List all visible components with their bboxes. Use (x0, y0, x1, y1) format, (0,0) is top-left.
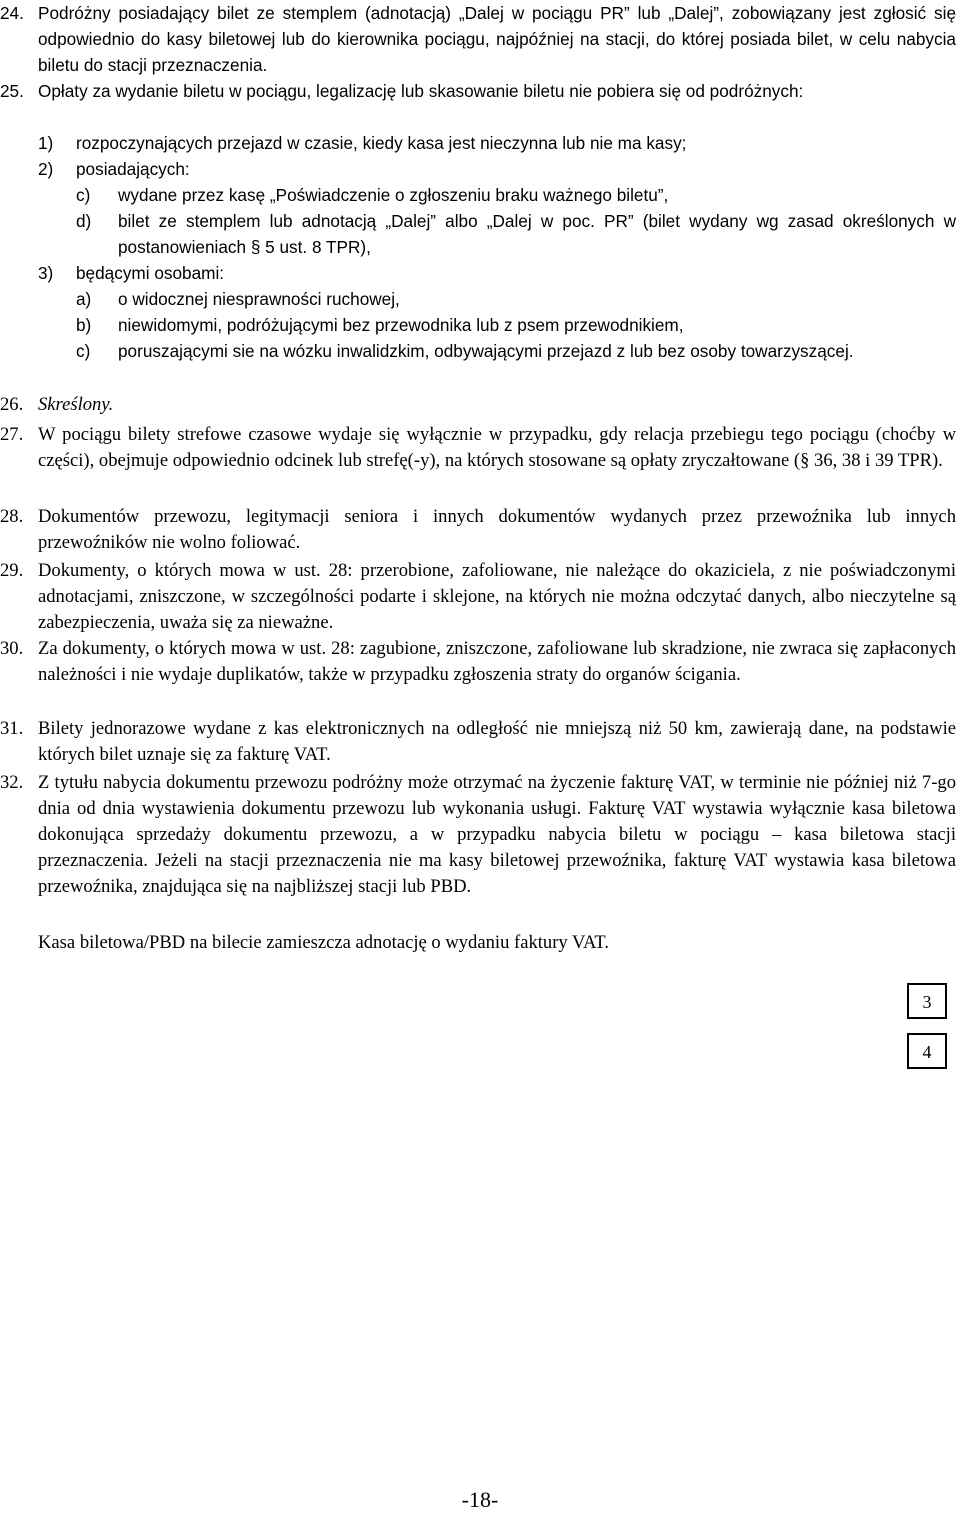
page-number: -18- (461, 1487, 499, 1512)
list-item-number: 3) (38, 263, 54, 283)
paragraph-text: Za dokumenty, o których mowa w ust. 28: zagubione, zniszczone, zafoliowane lub skradzione, nie zwraca się zapłaconych należności i nie wydaje duplikatów, także w przypadku zgłoszenia straty do organów ścigania. (38, 638, 956, 685)
paragraph-number: 31. (0, 718, 24, 739)
paragraph-text: W pociągu bilety strefowe czasowe wydaje się wyłącznie w przypadku, gdy relacja przebiegu tego pociągu (choćby w części), obejmuje odpowiednio odcinek lub strefę(-y), na których stosowane są opłaty zryczałtowane (§ 36, 38 i 39 TPR). (38, 424, 956, 471)
list-item-text: rozpoczynających przejazd w czasie, kiedy kasa jest nieczynna lub nie ma kasy; (76, 133, 687, 153)
list-item-text: posiadających: (76, 159, 190, 179)
page-box-3: 3 (907, 983, 947, 1019)
list-item-text: będącymi osobami: (76, 263, 225, 283)
paragraph-text: Opłaty za wydanie biletu w pociągu, legalizację lub skasowanie biletu nie pobiera się od podróżnych: (38, 81, 804, 101)
paragraph-number: 29. (0, 560, 24, 581)
list-item (38, 130, 956, 156)
list-item-text: poruszającymi sie na wózku inwalidzkim, odbywającymi przejazd z lub bez osoby towarzyszącej. (118, 341, 854, 361)
list-item-number: a) (76, 289, 92, 309)
list-item-text: wydane przez kasę „Poświadczenie o zgłoszeniu braku ważnego biletu”, (118, 185, 669, 205)
paragraph-text: Dokumentów przewozu, legitymacji seniora i innych dokumentów wydanych przez przewoźnika lub innych przewoźników nie wolno foliować. (38, 506, 956, 553)
paragraph-number: 30. (0, 638, 24, 659)
paragraph-number: 25. (0, 81, 24, 101)
list-item-text: niewidomymi, podróżującymi bez przewodnika lub z psem przewodnikiem, (118, 315, 684, 335)
page-box-4: 4 (907, 1033, 947, 1069)
list-item (38, 260, 956, 286)
paragraph-text-continued: Kasa biletowa/PBD na bilecie zamieszcza adnotację o wydaniu faktury VAT. (38, 932, 610, 953)
paragraph-text: Skreślony. (38, 394, 114, 415)
list-item-number: b) (76, 315, 92, 335)
list-item-number: c) (76, 341, 91, 361)
list-item-text: bilet ze stemplem lub adnotacją „Dalej” albo „Dalej w poc. PR” (bilet wydany wg zasad określonych w postanowieniach § 5 ust. 8 TPR), (118, 211, 956, 257)
paragraph-number: 27. (0, 424, 24, 445)
paragraph-text: Dokumenty, o których mowa w ust. 28: przerobione, zafoliowane, nie należące do okaziciela, z nie poświadczonymi adnotacjami, zniszczone, w szczególności podarte i sklejone, na których nie można odczytać danych, albo nieczytelne są zabezpieczenia, uważa się za nieważne. (38, 560, 956, 633)
paragraph-text: Podróżny posiadający bilet ze stemplem (adnotacją) „Dalej w pociągu PR” lub „Dalej”, zobowiązany jest zgłosić się odpowiednio do kasy biletowej lub do kierownika pociągu, najpóźniej na stacji, do której posiada bilet, w celu nabycia biletu do stacji przeznaczenia. (38, 3, 956, 75)
list-item-number: d) (76, 211, 92, 231)
paragraph-number: 26. (0, 394, 24, 415)
paragraph-number: 28. (0, 506, 24, 527)
paragraph-text: Z tytułu nabycia dokumentu przewozu podróżny może otrzymać na życzenie fakturę VAT, w terminie nie później niż 7-go dnia od dnia wystawienia dokumentu przewozu lub wykonania usługi. Fakturę VAT wystawia wyłącznie kasa biletowa dokonująca sprzedaży dokumentu przewozu, a w przypadku nabycia biletu w pociągu – kasa biletowa stacji przeznaczenia. Jeżeli na stacji przeznaczenia nie ma kasy biletowej przewoźnika, fakturę VAT wystawia kasa biletowa przewoźnika, znajdująca się na najbliższej stacji lub PBD. (38, 772, 956, 897)
list-item-number: 2) (38, 159, 54, 179)
paragraph-number: 32. (0, 772, 24, 793)
list-item (38, 156, 956, 182)
list-item-text: o widocznej niesprawności ruchowej, (118, 289, 400, 309)
list-item-number: 1) (38, 133, 54, 153)
paragraph-text: Bilety jednorazowe wydane z kas elektronicznych na odległość nie mniejszą niż 50 km, zawierają dane, na podstawie których bilet uznaje się za fakturę VAT. (38, 718, 956, 765)
list-item-number: c) (76, 185, 91, 205)
paragraph-number: 24. (0, 3, 24, 23)
